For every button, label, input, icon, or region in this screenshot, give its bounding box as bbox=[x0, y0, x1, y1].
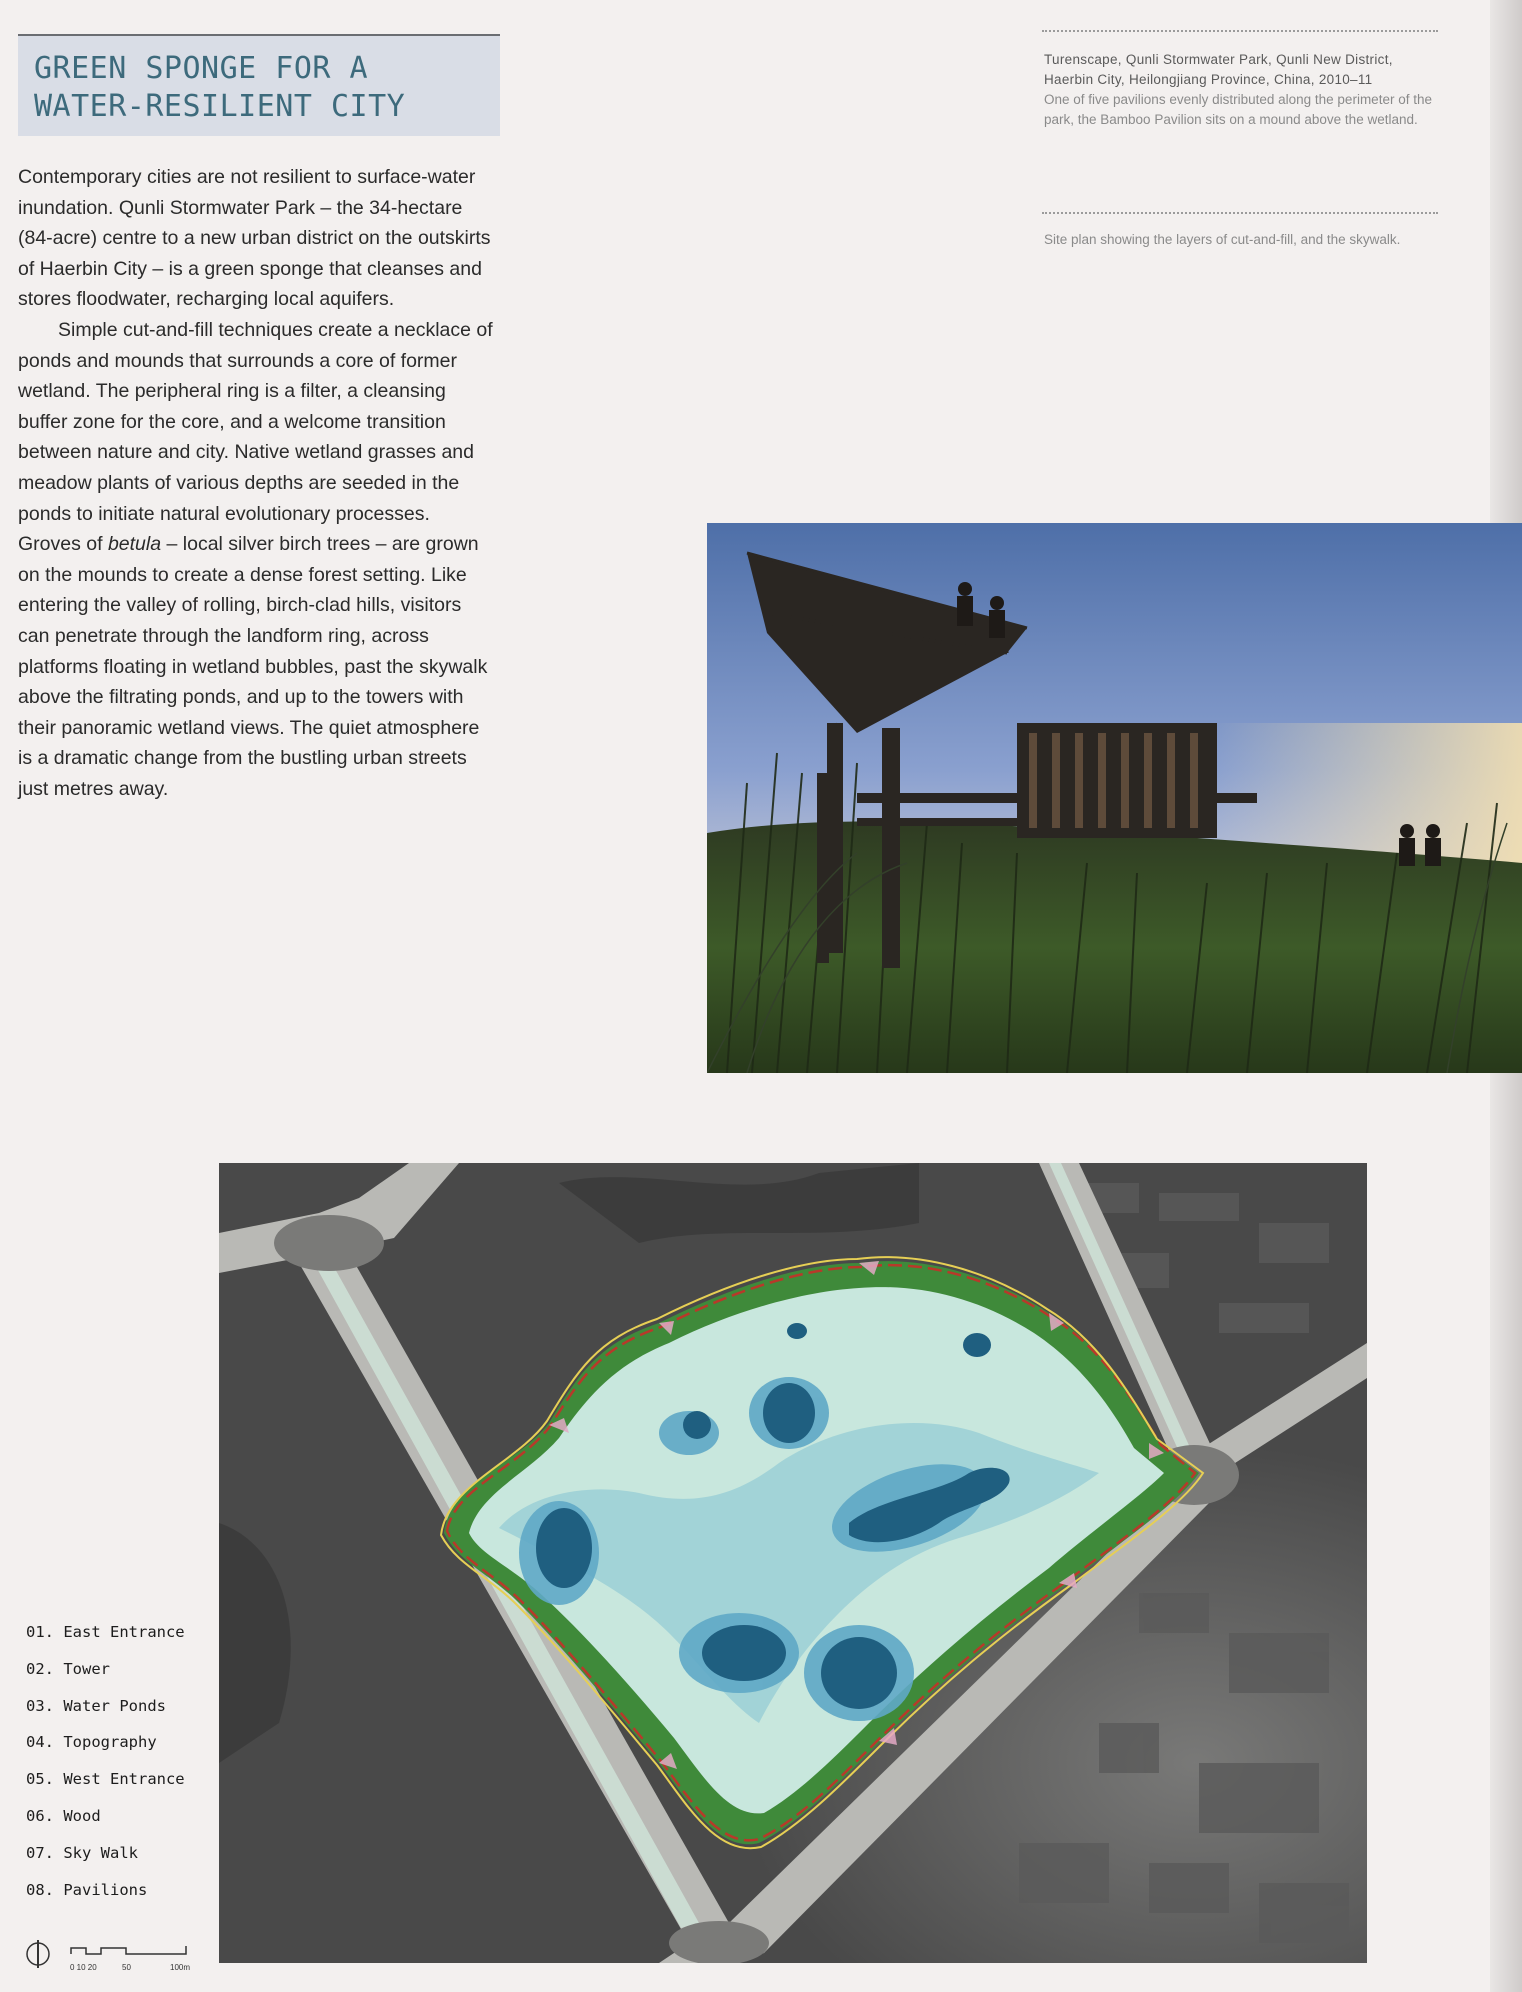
page-title bbox=[34, 50, 405, 126]
legend-item-wood: 06. Wood bbox=[26, 1806, 101, 1825]
legend-item-tower: 02. Tower bbox=[26, 1659, 110, 1678]
legend-item-pavilions: 08. Pavilions bbox=[26, 1880, 148, 1899]
scale-tick-mid: 50 bbox=[122, 1963, 131, 1972]
legend-item-water-ponds: 03. Water Ponds bbox=[26, 1696, 166, 1715]
paragraph-2-part-b: – local silver birch trees – are grown on the mounds to create a dense forest setting. Like entering the valley of rolling, birch-clad hills, visitors can penetrate through the landform ring, across platforms floating in wetland bubbles, past the skywalk above the filtrating ponds, and up to the towers with their panoramic wetland views. The quiet atmosphere is a dramatic change from the bustling urban streets just metres away. bbox=[18, 533, 488, 800]
legend-item-east-entrance: 01. East Entrance bbox=[26, 1623, 185, 1641]
legend-item-topography: 04. Topography bbox=[26, 1733, 157, 1752]
title-line-1: GREEN SPONGE FOR A bbox=[34, 51, 369, 86]
north-arrow-icon bbox=[27, 1940, 49, 1968]
site-plan-caption: Site plan showing the layers of cut-and-fill, and the skywalk. bbox=[1044, 232, 1401, 247]
site-plan-art bbox=[219, 1163, 1367, 1963]
paragraph-1: Contemporary cities are not resilient to surface-water inundation. Qunli Stormwater Park – the 34-hectare (84-acre) centre to a new urban district on the outskirts of Haerbin City – is a green sponge that cleanses and stores floodwater, recharging local aquifers. bbox=[18, 166, 491, 311]
title-line-2: WATER-RESILIENT CITY bbox=[34, 89, 406, 124]
body-text bbox=[18, 162, 498, 804]
photo-caption bbox=[1044, 50, 1444, 130]
legend-item-west-entrance: 05. West Entrance bbox=[26, 1770, 185, 1789]
pavilion-photo bbox=[707, 523, 1522, 1073]
caption-rule-middle bbox=[1042, 212, 1438, 214]
legend-item-sky-walk: 07. Sky Walk bbox=[26, 1843, 138, 1862]
scale-bar-art bbox=[26, 1932, 196, 1982]
paragraph-2-part-a: Simple cut-and-fill techniques create a necklace of ponds and mounds that surrounds a core of former wetland. The peripheral ring is a filter, a cleansing buffer zone for the core, and a welcome transition between nature and city. Native wetland grasses and meadow plants of various depths are seeded in the ponds to initiate natural evolutionary processes. Groves of bbox=[18, 318, 493, 556]
site-plan bbox=[219, 1163, 1367, 1963]
paragraph-2-italic: betula bbox=[107, 533, 162, 556]
scale-bar bbox=[26, 1932, 196, 1982]
caption-rule-top bbox=[1042, 30, 1438, 32]
scale-tick-start: 0 10 20 bbox=[70, 1963, 97, 1972]
photo-caption-credit: Turenscape, Qunli Stormwater Park, Qunli New District, Haerbin City, Heilongjiang Province, China, 2010–11 bbox=[1044, 52, 1393, 87]
pavilion-photo-art bbox=[707, 523, 1522, 1073]
site-plan-legend bbox=[26, 1614, 185, 1908]
title-box bbox=[18, 34, 500, 136]
scale-tick-end: 100m bbox=[170, 1963, 191, 1972]
photo-caption-description: One of five pavilions evenly distributed along the perimeter of the park, the Bamboo Pavilion sits on a mound above the wetland. bbox=[1044, 92, 1432, 127]
paragraph-2 bbox=[18, 315, 498, 805]
